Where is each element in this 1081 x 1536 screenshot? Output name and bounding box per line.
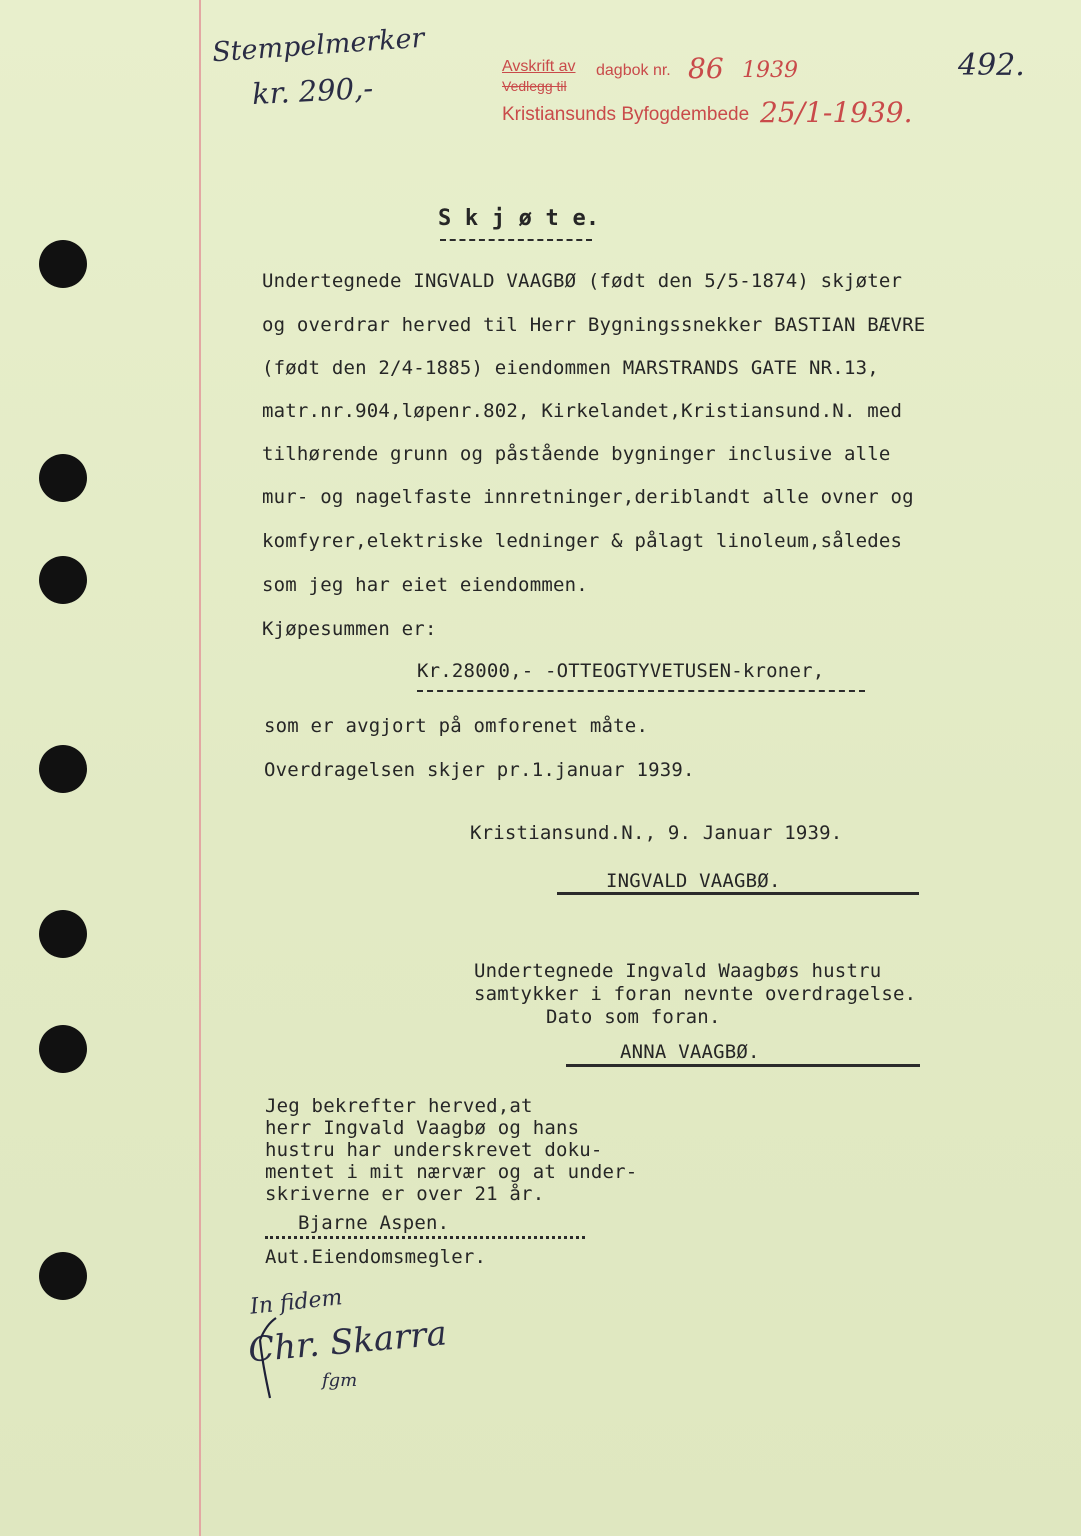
margin-note-amount: kr. 290,- (251, 70, 374, 112)
witness-line: hustru har underskrevet doku- (265, 1139, 603, 1161)
margin-note-stamps: Stempelmerker (211, 22, 426, 69)
witness-dotted-line (265, 1236, 585, 1239)
punch-hole (39, 1025, 87, 1073)
price-label: Kjøpesummen er: (262, 618, 437, 640)
punch-hole (39, 556, 87, 604)
price-value: Kr.28000,- -OTTEOGTYVETUSEN-kroner, (417, 660, 825, 682)
punch-hole (39, 454, 87, 502)
dagbok-year: 1939 (742, 58, 798, 83)
signature-ingvald: INGVALD VAAGBØ. (606, 870, 781, 892)
certification-in-fidem: In fidem (248, 1285, 344, 1320)
signature-line (557, 892, 919, 895)
stamp-office: Kristiansunds Byfogdembede (502, 104, 750, 125)
body-line: mur- og nagelfaste innretninger,deriblandt alle ovner og (262, 486, 914, 508)
body-line: som jeg har eiet eiendommen. (262, 574, 588, 596)
price-underline (417, 690, 865, 692)
witness-line: Jeg bekrefter herved,at (265, 1095, 533, 1117)
stamp-vedlegg: Vedlegg til (502, 78, 567, 94)
body-line: (født den 2/4-1885) eiendommen MARSTRANDS GATE NR.13, (262, 357, 879, 379)
body-line: som er avgjort på omforenet måte. (264, 715, 649, 737)
body-line: matr.nr.904,løpenr.802, Kirkelandet,Kristiansund.N. med (262, 400, 903, 422)
punch-hole (39, 240, 87, 288)
witness-name: Bjarne Aspen. (298, 1212, 450, 1234)
office-date: 25/1-1939. (760, 96, 913, 129)
stamp-avskrift: Avskrift av (502, 58, 576, 75)
witness-line: mentet i mit nærvær og at under- (265, 1161, 638, 1183)
witness-title: Aut.Eiendomsmegler. (265, 1246, 487, 1268)
witness-line: skriverne er over 21 år. (265, 1183, 545, 1205)
certification-name: Chr. Skarra (246, 1313, 449, 1371)
dagbok-number: 86 (688, 52, 724, 85)
body-line: og overdrar herved til Herr Bygningssnekker BASTIAN BÆVRE (262, 314, 926, 336)
body-line: Overdragelsen skjer pr.1.januar 1939. (264, 759, 695, 781)
title-underline (440, 239, 592, 241)
margin-rule (199, 0, 201, 1536)
document-title: S k j ø t e. (438, 206, 600, 231)
page-number: 492. (958, 48, 1025, 83)
body-line: Undertegnede INGVALD VAAGBØ (født den 5/5-1874) skjøter (262, 270, 903, 292)
punch-hole (39, 1252, 87, 1300)
consent-line: samtykker i foran nevnte overdragelse. (474, 983, 917, 1005)
signature-flourish (240, 1300, 400, 1400)
punch-hole (39, 910, 87, 958)
body-line: tilhørende grunn og påstående bygninger inclusive alle (262, 443, 891, 465)
place-date: Kristiansund.N., 9. Januar 1939. (470, 822, 843, 844)
witness-line: herr Ingvald Vaagbø og hans (265, 1117, 580, 1139)
body-line: komfyrer,elektriske ledninger & pålagt linoleum,således (262, 530, 903, 552)
punch-hole (39, 745, 87, 793)
consent-line: Undertegnede Ingvald Waagbøs hustru (474, 960, 882, 982)
signature-line (566, 1064, 920, 1067)
certification-title: fgm (322, 1370, 358, 1391)
stamp-dagbok-label: dagbok nr. (596, 62, 671, 79)
consent-line: Dato som foran. (546, 1006, 721, 1028)
signature-anna: ANNA VAAGBØ. (620, 1041, 760, 1063)
